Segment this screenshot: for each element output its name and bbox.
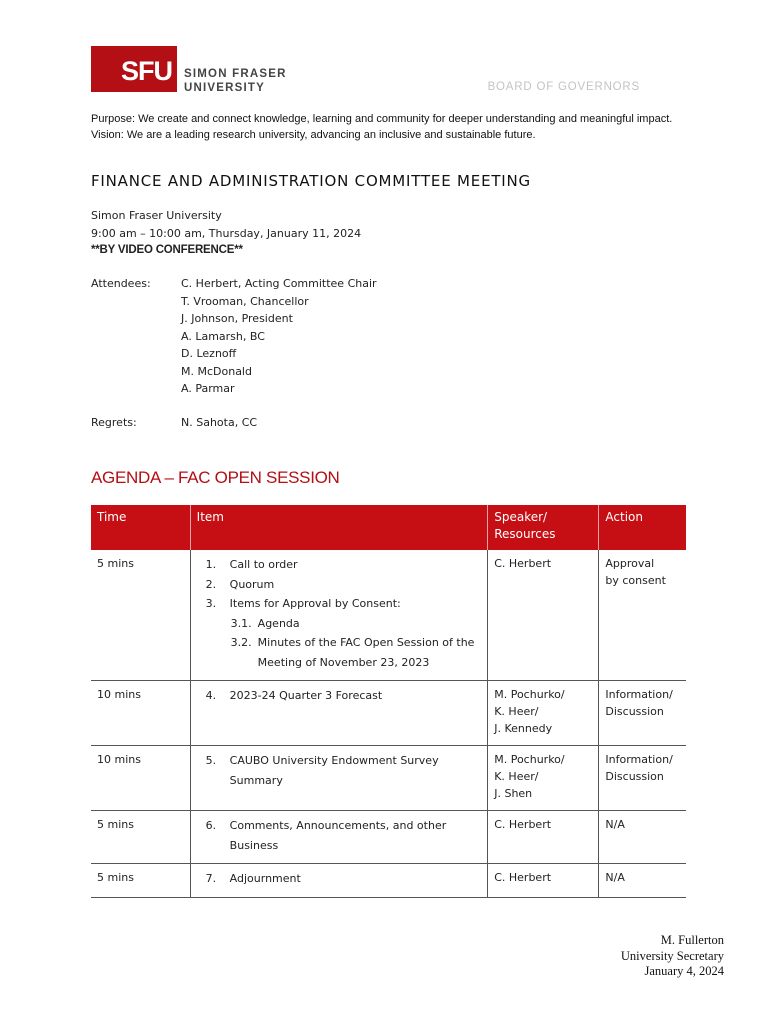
item-cell xyxy=(190,681,488,746)
sub-item-text: Agenda xyxy=(257,616,300,630)
speaker-name: C. Herbert xyxy=(494,557,552,570)
speaker-name: K. Heer/ xyxy=(494,705,539,718)
meeting-location: Simon Fraser University xyxy=(91,209,222,222)
item-number: 7. xyxy=(205,872,217,885)
header-item: Item xyxy=(190,505,488,550)
time-cell: 10 mins xyxy=(91,746,190,811)
speaker-cell xyxy=(488,681,599,746)
item-number: 5. xyxy=(205,754,217,767)
speaker-name: M. Pochurko/ xyxy=(494,688,565,701)
item-list xyxy=(197,686,482,706)
speaker-cell xyxy=(488,811,599,864)
speaker-cell xyxy=(488,864,599,898)
item-text: Call to order xyxy=(229,558,298,571)
item-number: 6. xyxy=(205,819,217,832)
signatory-title: University Secretary xyxy=(620,948,724,963)
action-line: Discussion xyxy=(605,770,664,783)
purpose-vision-block xyxy=(91,111,721,143)
sub-item-text: Minutes of the FAC Open Session of the Meeting of November 23, 2023 xyxy=(257,636,475,669)
speaker-name: K. Heer/ xyxy=(494,770,539,783)
item-list xyxy=(197,751,482,790)
university-name-line2: UNIVERSITY xyxy=(184,82,266,94)
item-cell xyxy=(190,811,488,864)
sub-item xyxy=(197,614,482,634)
item-text: 2023-24 Quarter 3 Forecast xyxy=(229,689,383,702)
speaker-name: C. Herbert xyxy=(494,818,552,831)
action-line: N/A xyxy=(605,818,625,831)
item-list xyxy=(197,869,482,889)
regrets-value: N. Sahota, CC xyxy=(181,416,258,429)
header-action: Action xyxy=(599,505,686,550)
speaker-cell xyxy=(488,550,599,681)
header-speaker-line2: Resources xyxy=(494,527,556,541)
item-list xyxy=(197,816,482,855)
attendee: J. Johnson, President xyxy=(181,312,293,325)
time-cell: 5 mins xyxy=(91,811,190,864)
speaker-name: J. Kennedy xyxy=(494,722,553,735)
sub-item-number: 3.2. xyxy=(230,636,252,649)
item-text: Quorum xyxy=(229,577,275,591)
attendee: D. Leznoff xyxy=(181,347,237,360)
logo-text: SFU xyxy=(121,56,172,86)
list-item xyxy=(197,751,482,790)
item-text: Adjournment xyxy=(229,872,301,885)
speaker-name: J. Shen xyxy=(494,787,533,800)
action-line: Information/ xyxy=(605,688,673,701)
list-item xyxy=(197,869,482,889)
speaker-name: M. Pochurko/ xyxy=(494,753,565,766)
item-cell xyxy=(190,550,488,681)
signatory-name: M. Fullerton xyxy=(660,933,724,947)
university-name-line1: SIMON FRASER xyxy=(184,68,287,80)
signature-date: January 4, 2024 xyxy=(644,964,724,978)
attendee: A. Parmar xyxy=(181,382,235,395)
table-row xyxy=(91,681,686,746)
header-speaker-line1: Speaker/ xyxy=(494,510,548,524)
meeting-title: FINANCE AND ADMINISTRATION COMMITTEE MEETING xyxy=(91,172,531,190)
attendees-label: Attendees: xyxy=(91,277,151,290)
item-text: Items for Approval by Consent: xyxy=(229,597,401,610)
item-number: 4. xyxy=(205,689,217,702)
time-cell: 5 mins xyxy=(91,550,190,681)
speaker-cell xyxy=(488,746,599,811)
attendee: A. Lamarsh, BC xyxy=(181,329,265,343)
signature-block xyxy=(621,933,724,980)
header-speaker xyxy=(488,505,599,550)
table-row xyxy=(91,811,686,864)
sfu-logo-mark xyxy=(91,46,177,92)
action-cell xyxy=(599,550,686,681)
attendee: T. Vrooman, Chancellor xyxy=(181,294,309,308)
speaker-name: C. Herbert xyxy=(494,871,552,884)
action-cell xyxy=(599,681,686,746)
list-item xyxy=(197,555,482,575)
action-line: Information/ xyxy=(605,753,673,766)
agenda-table xyxy=(91,505,686,898)
action-line: Discussion xyxy=(605,705,664,718)
purpose-statement: Purpose: We create and connect knowledge, learning and community for deeper understanding and meaningful impact. xyxy=(91,113,673,125)
header-time: Time xyxy=(91,505,190,550)
item-cell xyxy=(190,746,488,811)
action-line: by consent xyxy=(605,574,666,587)
regrets-block xyxy=(91,414,258,432)
sub-item-number: 3.1. xyxy=(230,616,252,630)
list-item xyxy=(197,594,482,614)
meeting-datetime: 9:00 am – 10:00 am, Thursday, January 11, 2024 xyxy=(91,226,362,240)
list-item xyxy=(197,686,482,706)
list-item xyxy=(197,816,482,855)
table-row xyxy=(91,746,686,811)
item-list xyxy=(197,555,482,614)
university-wordmark xyxy=(184,67,287,95)
action-line: Approval xyxy=(605,557,655,570)
regrets-label: Regrets: xyxy=(91,416,137,429)
time-cell: 10 mins xyxy=(91,681,190,746)
action-cell xyxy=(599,746,686,811)
attendee: M. McDonald xyxy=(181,364,252,378)
list-item xyxy=(197,575,482,595)
sub-item xyxy=(197,633,482,672)
attendees-list xyxy=(181,275,377,398)
item-number: 3. xyxy=(205,597,217,610)
agenda-title: AGENDA – FAC OPEN SESSION xyxy=(91,468,340,487)
table-row xyxy=(91,864,686,898)
vision-statement: Vision: We are a leading research university, advancing an inclusive and sustainable future. xyxy=(91,129,536,141)
table-row xyxy=(91,550,686,681)
time-cell: 5 mins xyxy=(91,864,190,898)
board-of-governors-label: BOARD OF GOVERNORS xyxy=(487,81,640,93)
meeting-info xyxy=(91,207,361,260)
item-text: CAUBO University Endowment Survey Summary xyxy=(229,754,439,787)
meeting-format: **BY VIDEO CONFERENCE** xyxy=(91,244,243,256)
item-number: 1. xyxy=(205,558,217,571)
item-number: 2. xyxy=(205,577,217,591)
action-cell xyxy=(599,864,686,898)
attendee: C. Herbert, Acting Committee Chair xyxy=(181,277,377,290)
agenda-header-row xyxy=(91,505,686,550)
action-cell xyxy=(599,811,686,864)
item-text: Comments, Announcements, and other Business xyxy=(229,819,447,852)
item-cell xyxy=(190,864,488,898)
action-line: N/A xyxy=(605,871,625,884)
